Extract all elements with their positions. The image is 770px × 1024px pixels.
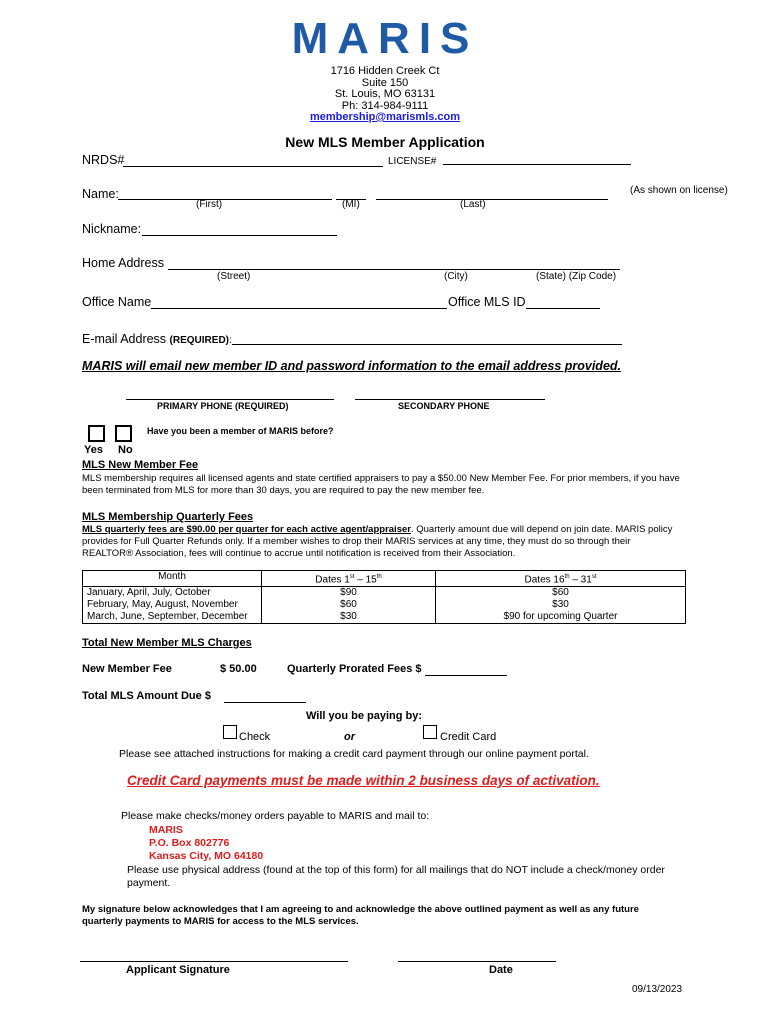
cc-instructions: Please see attached instructions for making a credit card payment through our online payment portal. bbox=[119, 748, 589, 760]
paying-by-label: Will you be paying by: bbox=[306, 710, 423, 722]
month-row-1: January, April, July, October bbox=[87, 587, 211, 599]
first-name-field[interactable] bbox=[118, 199, 332, 200]
office-name-field[interactable] bbox=[151, 308, 447, 309]
address-line-3: St. Louis, MO 63131 bbox=[334, 88, 436, 100]
late-row-1: $60 bbox=[552, 587, 569, 599]
name-label: Name: bbox=[82, 187, 119, 201]
email-notice: MARIS will email new member ID and password information to the email address provided. bbox=[82, 359, 622, 373]
secondary-phone-label: SECONDARY PHONE bbox=[398, 401, 490, 411]
signature-field[interactable] bbox=[80, 961, 348, 962]
primary-phone-label: PRIMARY PHONE (REQUIRED) bbox=[157, 401, 289, 411]
dates-1-15-header: Dates 1st – 15th bbox=[262, 571, 436, 587]
nrds-field[interactable] bbox=[123, 166, 383, 167]
early-row-2: $60 bbox=[340, 599, 357, 611]
maris-logo: MARIS bbox=[291, 14, 479, 63]
email-required: (REQUIRED) bbox=[169, 335, 229, 346]
first-caption: (First) bbox=[196, 199, 223, 210]
home-address-label: Home Address bbox=[82, 256, 164, 270]
payable-to: Please make checks/money orders payable to MARIS and mail to: bbox=[121, 810, 430, 822]
or-label: or bbox=[344, 731, 355, 743]
email-link[interactable]: membership@marismls.com bbox=[309, 111, 461, 123]
last-name-field[interactable] bbox=[376, 199, 608, 200]
month-row-3: March, June, September, December bbox=[87, 611, 248, 623]
check-checkbox[interactable] bbox=[223, 725, 237, 739]
yes-label: Yes bbox=[84, 444, 103, 456]
no-checkbox[interactable] bbox=[115, 425, 132, 442]
quarterly-fees-heading: MLS Membership Quarterly Fees bbox=[82, 511, 254, 523]
new-member-fee-label: New Member Fee bbox=[82, 663, 172, 675]
email-label-text: E-mail Address bbox=[82, 332, 167, 346]
new-member-fee-heading: MLS New Member Fee bbox=[82, 459, 199, 471]
office-mls-label: Office MLS ID bbox=[448, 295, 526, 309]
total-due-label: Total MLS Amount Due $ bbox=[82, 690, 211, 702]
city-caption: (City) bbox=[444, 271, 468, 282]
license-label: LICENSE# bbox=[388, 156, 437, 167]
credit-card-label: Credit Card bbox=[440, 731, 497, 743]
quarterly-fees-rate: MLS quarterly fees are $90.00 per quarter for each active agent/appraiser bbox=[82, 524, 411, 535]
yes-checkbox[interactable] bbox=[88, 425, 105, 442]
phone-number: Ph: 314-984-9111 bbox=[341, 99, 429, 112]
charges-heading: Total New Member MLS Charges bbox=[82, 637, 252, 649]
quarterly-fees-text bbox=[82, 524, 682, 560]
state-zip-caption: (State) (Zip Code) bbox=[536, 271, 617, 282]
late-cell bbox=[436, 587, 686, 624]
secondary-phone-field[interactable] bbox=[355, 399, 545, 400]
credit-card-checkbox[interactable] bbox=[423, 725, 437, 739]
prorated-fees-label: Quarterly Prorated Fees $ bbox=[287, 663, 422, 675]
prorated-fees-field[interactable] bbox=[425, 675, 507, 676]
applicant-signature-label: Applicant Signature bbox=[126, 964, 230, 976]
email-colon: : bbox=[229, 335, 232, 346]
fees-table-header bbox=[83, 571, 686, 587]
prior-member-question: Have you been a member of MARIS before? bbox=[147, 426, 334, 436]
month-header: Month bbox=[83, 571, 262, 587]
address-line-2: Suite 150 bbox=[361, 76, 409, 89]
email-label bbox=[82, 332, 232, 346]
fees-table-body bbox=[83, 587, 686, 624]
email-field[interactable] bbox=[232, 344, 622, 345]
physical-address-note: Please use physical address (found at the top of this form) for all mailings that do NOT include a check/money order payment. bbox=[127, 864, 665, 889]
nrds-label: NRDS# bbox=[82, 153, 125, 167]
license-field[interactable] bbox=[443, 164, 631, 165]
office-mls-field[interactable] bbox=[526, 308, 600, 309]
acknowledgement: My signature below acknowledges that I am agreeing to and acknowledge the above outlined payment as well as any future quarterly payments to MARIS for access to the MLS services. bbox=[82, 904, 639, 927]
form-date: 09/13/2023 bbox=[632, 984, 683, 995]
last-caption: (Last) bbox=[460, 199, 486, 210]
home-address-field[interactable] bbox=[168, 269, 620, 270]
dates-16-31-header: Dates 16th – 31st bbox=[436, 571, 686, 587]
primary-phone-field[interactable] bbox=[126, 399, 334, 400]
mi-caption: (MI) bbox=[342, 199, 360, 210]
check-label: Check bbox=[239, 731, 271, 743]
date-label: Date bbox=[489, 964, 513, 976]
late-row-2: $30 bbox=[552, 599, 569, 611]
no-label: No bbox=[118, 444, 133, 456]
mail-name: MARIS bbox=[149, 824, 183, 836]
mail-city: Kansas City, MO 64180 bbox=[149, 850, 264, 862]
month-row-2: February, May, August, November bbox=[87, 599, 238, 611]
early-row-1: $90 bbox=[340, 587, 357, 599]
new-member-fee-text: MLS membership requires all licensed agents and state certified appraisers to pay a $50.00 New Member Fee. For prior members, if you have been terminated from MLS for more than 30 days, you are required to pay the new member fee. bbox=[82, 473, 680, 496]
name-note: (As shown on license) bbox=[630, 185, 728, 196]
nickname-field[interactable] bbox=[142, 235, 337, 236]
fees-table bbox=[82, 570, 686, 624]
street-caption: (Street) bbox=[217, 271, 251, 282]
new-member-fee-value: $ 50.00 bbox=[220, 663, 257, 675]
address-line-1: 1716 Hidden Creek Ct bbox=[330, 65, 440, 77]
date-field[interactable] bbox=[398, 961, 556, 962]
early-cell bbox=[262, 587, 436, 624]
mailing-address bbox=[149, 824, 263, 863]
office-name-label: Office Name bbox=[82, 295, 152, 309]
early-row-3: $30 bbox=[340, 611, 357, 623]
form-title: New MLS Member Application bbox=[285, 134, 485, 150]
late-row-3: $90 for upcoming Quarter bbox=[503, 611, 618, 623]
mail-box: P.O. Box 802776 bbox=[149, 837, 230, 849]
quarterly-fees-policy: . Quarterly amount due will depend on join date. MARIS policy provides for Full Quarter Refunds only. If a member wishes to drop their MARIS services at any time, they must do so through their REALTOR® Association, fees will continue to accrue until notification is received from their Association. bbox=[82, 524, 673, 559]
cc-warning: Credit Card payments must be made within 2 business days of activation. bbox=[127, 773, 600, 788]
month-cell bbox=[83, 587, 262, 624]
nickname-label: Nickname: bbox=[82, 222, 142, 236]
total-due-field[interactable] bbox=[224, 702, 306, 703]
office-address bbox=[0, 66, 770, 124]
